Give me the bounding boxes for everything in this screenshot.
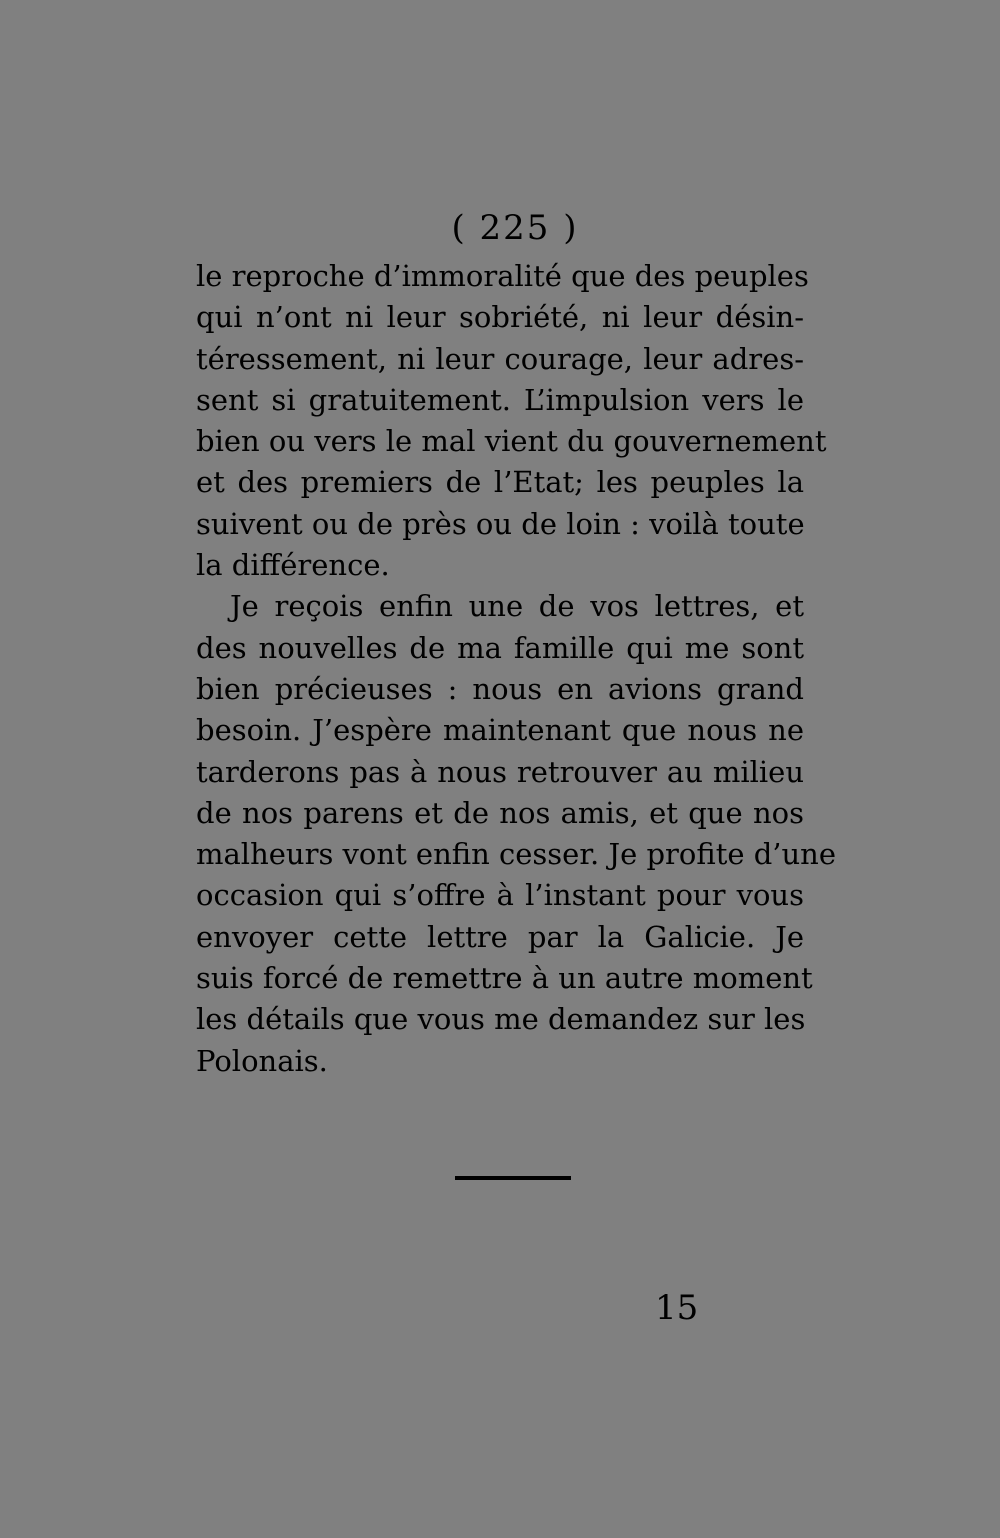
text-line: occasion qui s’offre à l’instant pour vous (196, 878, 804, 913)
signature-mark: 15 (655, 1288, 699, 1328)
section-divider (455, 1176, 571, 1180)
text-line: le reproche d’immoralité que des peuples (196, 259, 809, 293)
text-line: bien ou vers le mal vient du gouvernement (196, 424, 827, 459)
text-line: téressement, ni leur courage, leur adres- (196, 341, 804, 376)
body-text (196, 256, 837, 1082)
text-line: la différence. (196, 548, 390, 583)
text-line: suivent ou de près ou de loin : voilà toute (196, 506, 805, 541)
text-line: bien précieuses : nous en avions grand (196, 671, 804, 706)
text-line: malheurs vont enfin cesser. Je profite d’une (196, 837, 837, 872)
text-line: qui n’ont ni leur sobriété, ni leur désin- (196, 300, 804, 335)
page-number: ( 225 ) (451, 208, 579, 248)
text-line: de nos parens et de nos amis, et que nos (196, 795, 804, 830)
text-line: envoyer cette lettre par la Galicie. Je (196, 919, 804, 954)
text-line: sent si gratuitement. L’impulsion vers le (196, 382, 804, 417)
paragraph-2 (196, 586, 837, 1082)
text-line: et des premiers de l’Etat; les peuples la (196, 465, 804, 500)
text-line: Je reçois enfin une de vos lettres, et (230, 589, 804, 624)
text-line: suis forcé de remettre à un autre moment (196, 961, 813, 996)
text-line: besoin. J’espère maintenant que nous ne (196, 713, 804, 748)
text-line: tarderons pas à nous retrouver au milieu (196, 754, 804, 789)
text-line: des nouvelles de ma famille qui me sont (196, 630, 804, 665)
text-line: Polonais. (196, 1043, 328, 1078)
text-line: les détails que vous me demandez sur les (196, 1002, 806, 1037)
paragraph-1 (196, 256, 827, 586)
